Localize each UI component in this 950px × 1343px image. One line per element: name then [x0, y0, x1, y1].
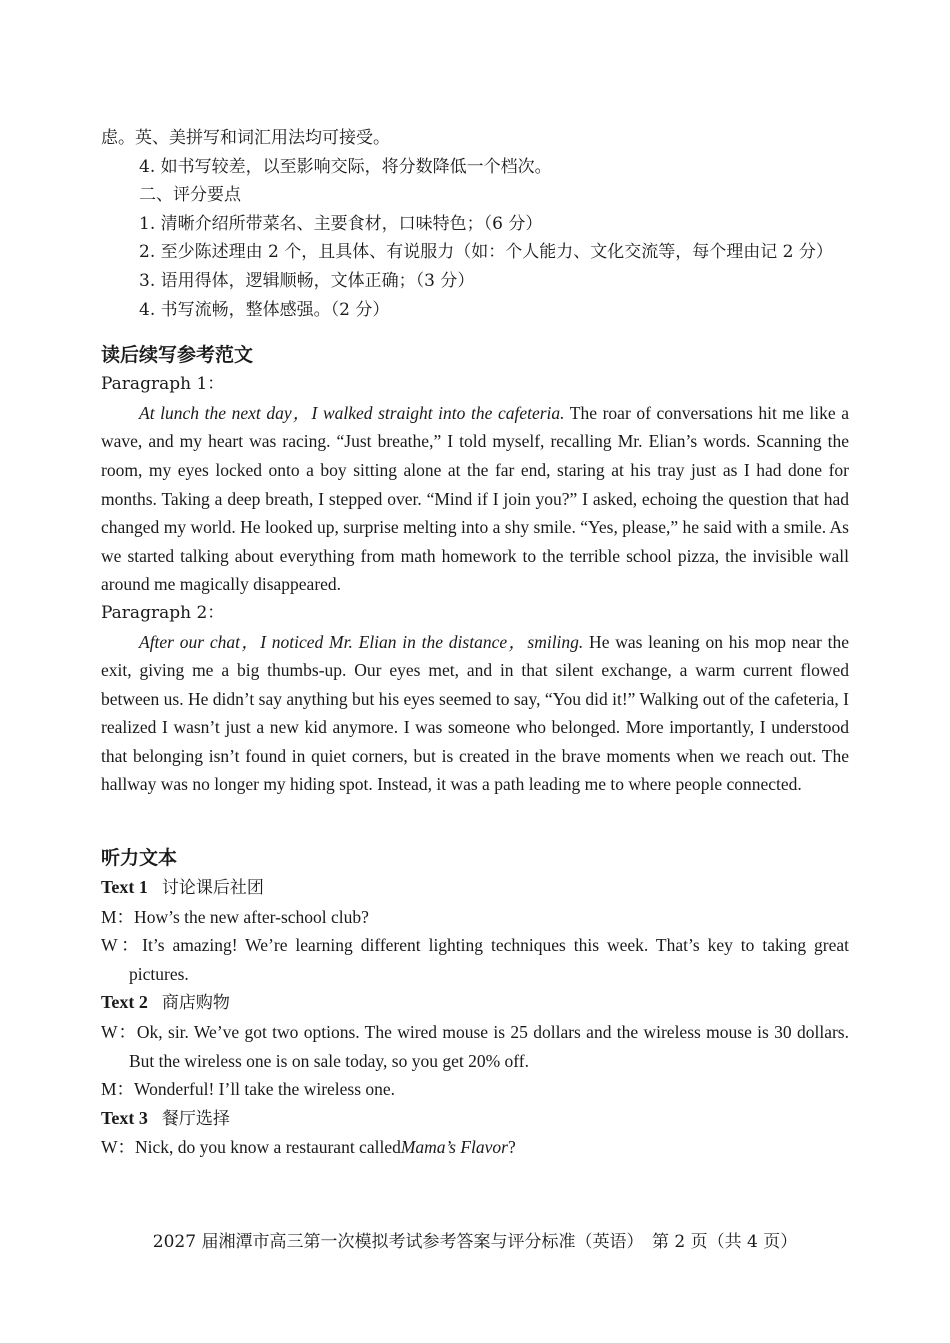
rubric-line: 虑。英、美拼写和词汇用法均可接受。	[101, 128, 390, 148]
dialogue-line: M：Wonderful! I’ll take the wireless one.	[101, 1079, 396, 1100]
text-number: Text 3	[101, 1107, 148, 1128]
text-number: Text 1	[101, 877, 148, 898]
rubric-section-title: 二、评分要点	[139, 185, 241, 206]
rubric-line: 2. 至少陈述理由 2 个，且具体、有说服力（如：个人能力、文化交流等，每个理由记 2 分）	[139, 242, 833, 263]
rubric-line: 4. 如书写较差，以至影响交际，将分数降低一个档次。	[139, 156, 552, 177]
dialogue-line: W：Ok, sir. We’ve got two options. The wired mouse is 25 dollars and the wireless mouse is 30 dollars. But the wireless one is on sale today, so you get 20% off.	[101, 1022, 849, 1071]
paragraph-label: Paragraph 1：	[101, 374, 225, 395]
page-footer: 2027 届湘潭市高三第一次模拟考试参考答案与评分标准（英语） 第 2 页（共 4 页）	[152, 1232, 798, 1252]
essay-paragraph-2	[101, 628, 849, 800]
paragraph-body: He was leaning on his mop near the exit, giving me a big thumbs-up. Our eyes met, and in that silent exchange, a warm current flowed between us. He didn’t say anything but his eyes seemed to say, “You did it!” Walking out of the cafeteria, I realized I wasn’t just a new kid anymore. I was someone who belonged. More importantly, I understood that belonging isn’t found in quiet corners, but is created in the brave moments when we reach out. The hallway was no longer my hiding spot. Instead, it was a path leading me to where people connected.	[101, 631, 849, 795]
dialogue-text: W：Nick, do you know a restaurant called	[101, 1137, 401, 1158]
essay-paragraph-1	[101, 399, 849, 599]
restaurant-name: Mama’s Flavor	[400, 1137, 508, 1158]
paragraph-opening: After our chat，I noticed Mr. Elian in the distance，smiling.	[139, 631, 584, 652]
text-title: 商店购物	[161, 993, 230, 1014]
paragraph-opening: At lunch the next day，I walked straight into the cafeteria.	[139, 402, 565, 423]
paragraph-body: The roar of conversations hit me like a wave, and my heart was racing. “Just breathe,” I told myself, recalling Mr. Elian’s words. Scanning the room, my eyes locked onto a boy sitting alone at the far end, staring at his tray just as I had done for months. Taking a deep breath, I stepped over. “Mind if I join you?” I asked, echoing the question that had changed my world. He looked up, surprise melting into a shy smile. “Yes, please,” he said with a smile. As we started talking about everything from math homework to the terrible school pizza, the invisible wall around me magically disappeared.	[101, 402, 849, 595]
rubric-line: 3. 语用得体，逻辑顺畅，文体正确；（3 分）	[139, 270, 475, 291]
text-label	[101, 988, 849, 1018]
page-body	[101, 124, 849, 1162]
text-label	[101, 873, 849, 903]
text-number: Text 2	[101, 992, 148, 1013]
dialogue-line	[101, 1133, 849, 1162]
dialogue-line: W：It’s amazing! We’re learning different lighting techniques this week. That’s key to taking great pictures.	[101, 935, 849, 984]
rubric-line: 1. 清晰介绍所带菜名、主要食材，口味特色；（6 分）	[139, 213, 543, 234]
listening-heading: 听力文本	[101, 847, 178, 870]
text-label	[101, 1104, 849, 1134]
dialogue-line: M：How’s the new after-school club?	[101, 906, 369, 927]
rubric-line: 4. 书写流畅，整体感强。（2 分）	[139, 299, 390, 320]
text-title: 餐厅选择	[161, 1108, 230, 1129]
continuation-heading: 读后续写参考范文	[101, 344, 254, 367]
paragraph-label: Paragraph 2：	[101, 602, 225, 623]
text-title: 讨论课后社团	[161, 878, 264, 899]
dialogue-text: ?	[507, 1137, 516, 1158]
